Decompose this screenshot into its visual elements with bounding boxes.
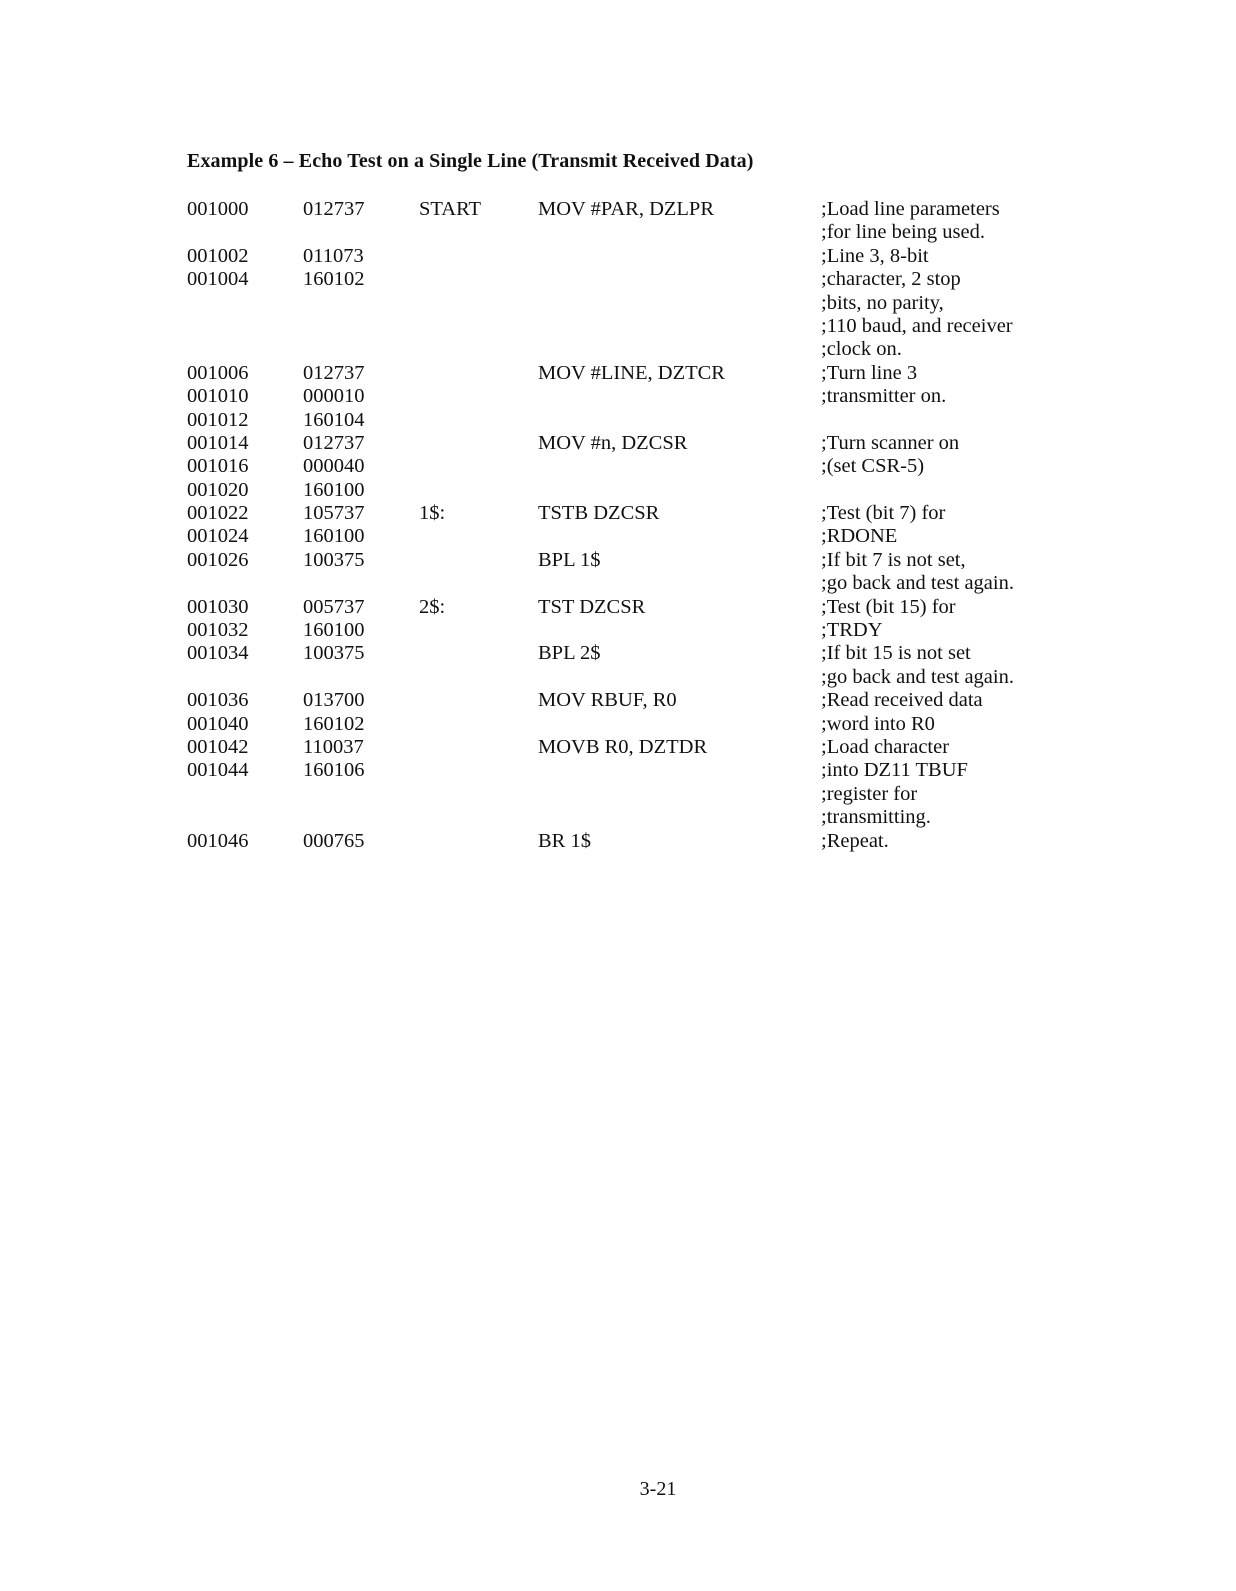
listing-row: [187, 596, 1067, 619]
listing-row: [187, 642, 1067, 665]
comment-cell: ;Read received data: [821, 689, 983, 712]
address-cell: 001026: [187, 548, 249, 571]
label-cell: START: [419, 198, 482, 220]
listing-row: [187, 362, 1067, 385]
listing-row: [187, 221, 1067, 244]
octal-code-cell: 011073: [303, 244, 364, 267]
octal-code-cell: 100375: [303, 642, 365, 665]
listing-row: [187, 713, 1067, 736]
instruction-cell: MOV #LINE, DZTCR: [538, 361, 725, 384]
comment-cell: ;If bit 15 is not set: [821, 642, 971, 665]
comment-cell: ;transmitter on.: [821, 385, 947, 408]
address-cell: 001000: [187, 198, 249, 220]
comment-cell: ;Load line parameters: [821, 198, 1000, 220]
comment-cell: ;clock on.: [821, 338, 902, 361]
octal-code-cell: 160100: [303, 619, 365, 642]
comment-cell: ;character, 2 stop: [821, 268, 961, 291]
address-cell: 001046: [187, 829, 249, 852]
listing-row: [187, 572, 1067, 595]
address-cell: 001012: [187, 408, 249, 431]
octal-code-cell: 110037: [303, 735, 364, 758]
comment-cell: ;TRDY: [821, 619, 883, 642]
octal-code-cell: 100375: [303, 548, 365, 571]
address-cell: 001044: [187, 759, 249, 782]
comment-cell: ;RDONE: [821, 525, 898, 548]
listing-row: [187, 619, 1067, 642]
comment-cell: ;go back and test again.: [821, 572, 1014, 595]
octal-code-cell: 000040: [303, 455, 365, 478]
octal-code-cell: 012737: [303, 361, 365, 384]
comment-cell: ;for line being used.: [821, 221, 985, 244]
listing-row: [187, 549, 1067, 572]
comment-cell: ;bits, no parity,: [821, 291, 944, 314]
listing-row: [187, 432, 1067, 455]
listing-row: [187, 830, 1067, 853]
comment-cell: ;If bit 7 is not set,: [821, 548, 966, 571]
listing-row: [187, 315, 1067, 338]
instruction-cell: TSTB DZCSR: [538, 502, 660, 525]
address-cell: 001022: [187, 502, 249, 525]
listing-row: [187, 338, 1067, 361]
instruction-cell: MOVB R0, DZTDR: [538, 735, 708, 758]
address-cell: 001006: [187, 361, 249, 384]
octal-code-cell: 160100: [303, 478, 365, 501]
octal-code-cell: 160104: [303, 408, 365, 431]
address-cell: 001004: [187, 268, 249, 291]
address-cell: 001002: [187, 244, 249, 267]
listing-row: [187, 736, 1067, 759]
page-number: 3-21: [639, 1478, 677, 1500]
code-listing: [187, 198, 1067, 853]
comment-cell: ;word into R0: [821, 712, 935, 735]
octal-code-cell: 013700: [303, 689, 365, 712]
address-cell: 001014: [187, 431, 249, 454]
listing-row: [187, 268, 1067, 291]
octal-code-cell: 160102: [303, 268, 365, 291]
address-cell: 001032: [187, 619, 249, 642]
address-cell: 001034: [187, 642, 249, 665]
listing-row: [187, 292, 1067, 315]
listing-row: [187, 198, 1067, 221]
octal-code-cell: 105737: [303, 502, 365, 525]
address-cell: 001040: [187, 712, 249, 735]
address-cell: 001010: [187, 385, 249, 408]
listing-row: [187, 502, 1067, 525]
listing-row: [187, 525, 1067, 548]
comment-cell: ;into DZ11 TBUF: [821, 759, 968, 782]
address-cell: 001020: [187, 478, 249, 501]
listing-row: [187, 783, 1067, 806]
octal-code-cell: 012737: [303, 198, 365, 220]
comment-cell: ;110 baud, and receiver: [821, 314, 1013, 337]
listing-row: [187, 666, 1067, 689]
comment-cell: ;Test (bit 7) for: [821, 502, 946, 525]
listing-row: [187, 245, 1067, 268]
listing-row: [187, 479, 1067, 502]
comment-cell: ;Load character: [821, 735, 950, 758]
octal-code-cell: 005737: [303, 595, 365, 618]
comment-cell: ;register for: [821, 782, 918, 805]
address-cell: 001042: [187, 735, 249, 758]
instruction-cell: BPL 1$: [538, 548, 601, 571]
instruction-cell: MOV RBUF, R0: [538, 689, 677, 712]
address-cell: 001016: [187, 455, 249, 478]
comment-cell: ;Turn scanner on: [821, 431, 960, 454]
octal-code-cell: 160100: [303, 525, 365, 548]
comment-cell: ;Line 3, 8-bit: [821, 244, 929, 267]
octal-code-cell: 000765: [303, 829, 365, 852]
octal-code-cell: 160102: [303, 712, 365, 735]
listing-row: [187, 385, 1067, 408]
listing-row: [187, 806, 1067, 829]
listing-row: [187, 455, 1067, 478]
octal-code-cell: 000010: [303, 385, 365, 408]
comment-cell: ;transmitting.: [821, 806, 931, 829]
comment-cell: ;Test (bit 15) for: [821, 595, 956, 618]
comment-cell: ;(set CSR-5): [821, 455, 925, 478]
label-cell: 2$:: [419, 595, 446, 618]
listing-row: [187, 409, 1067, 432]
listing-row: [187, 689, 1067, 712]
instruction-cell: BR 1$: [538, 829, 591, 852]
instruction-cell: BPL 2$: [538, 642, 601, 665]
instruction-cell: TST DZCSR: [538, 595, 646, 618]
instruction-cell: MOV #n, DZCSR: [538, 431, 688, 454]
octal-code-cell: 012737: [303, 431, 365, 454]
octal-code-cell: 160106: [303, 759, 365, 782]
address-cell: 001024: [187, 525, 249, 548]
comment-cell: ;Repeat.: [821, 829, 889, 852]
address-cell: 001030: [187, 595, 249, 618]
label-cell: 1$:: [419, 502, 446, 525]
comment-cell: ;Turn line 3: [821, 361, 918, 384]
instruction-cell: MOV #PAR, DZLPR: [538, 198, 715, 220]
listing-row: [187, 759, 1067, 782]
comment-cell: ;go back and test again.: [821, 665, 1014, 688]
page-title: Example 6 – Echo Test on a Single Line (Transmit Received Data): [187, 150, 754, 172]
address-cell: 001036: [187, 689, 249, 712]
